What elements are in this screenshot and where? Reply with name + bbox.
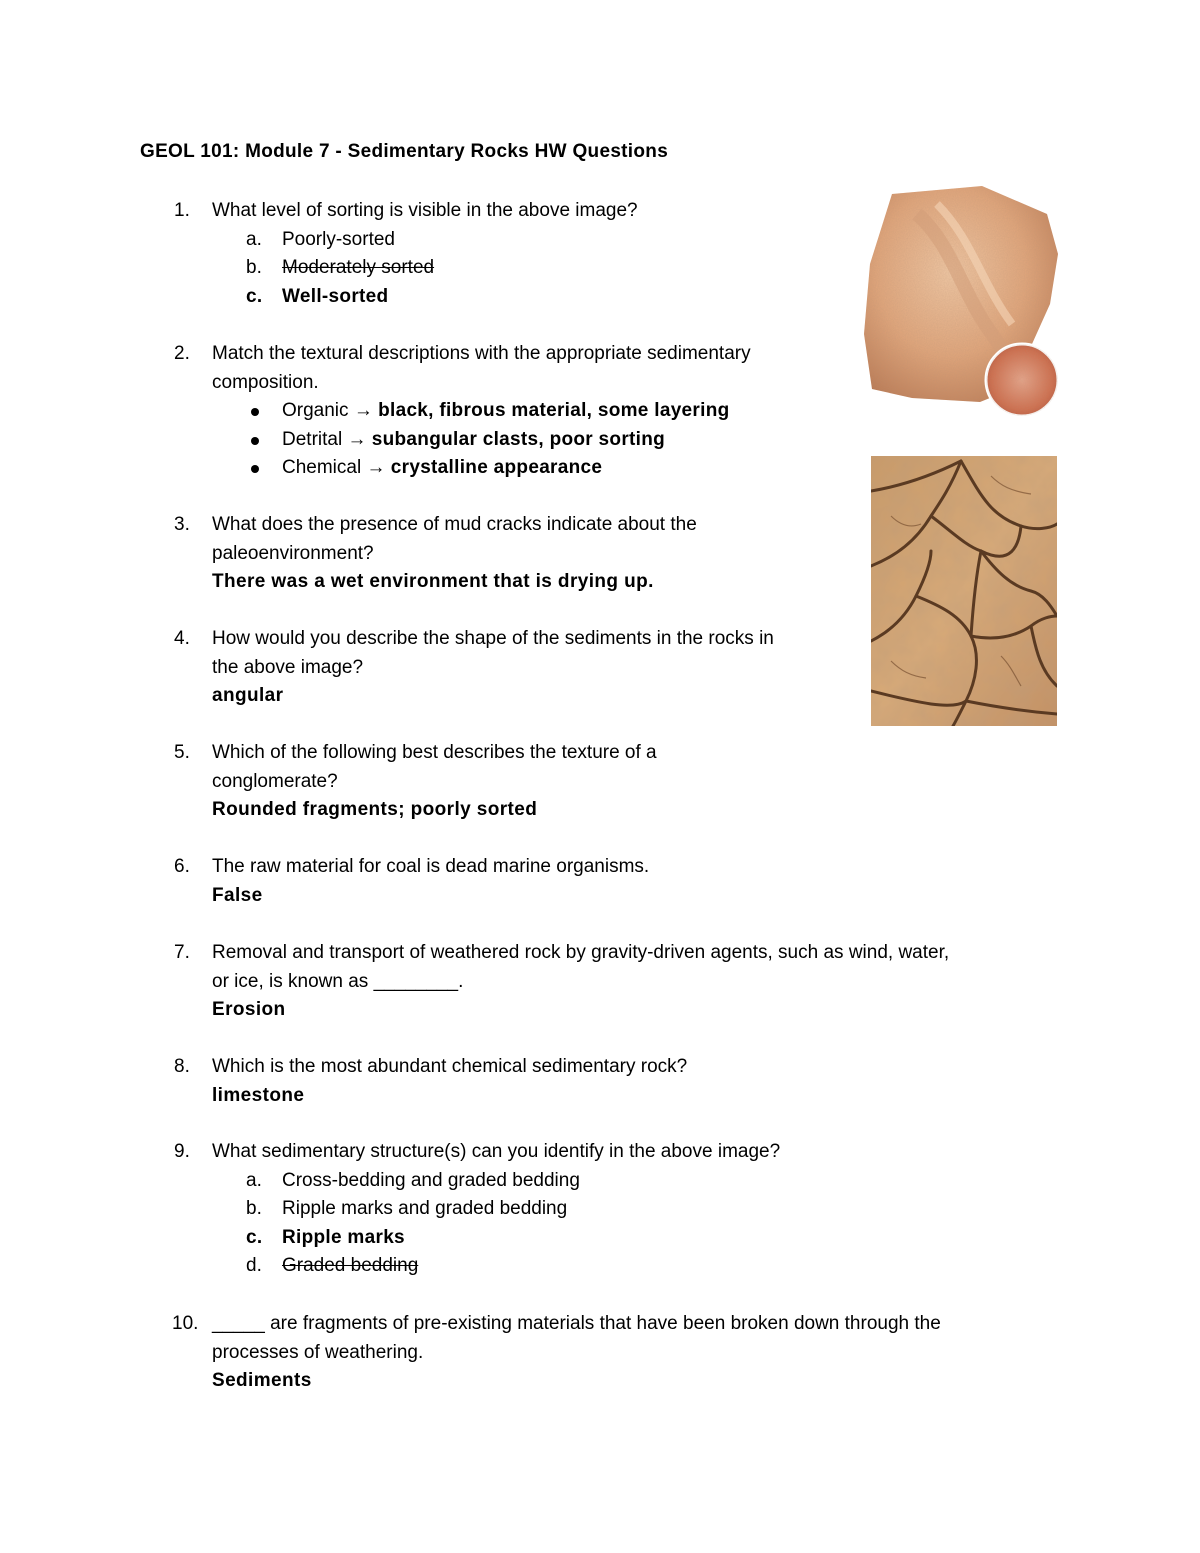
question-10: [174, 1310, 941, 1396]
question-text: _____ are fragments of pre-existing materials that have been broken down through the: [212, 1313, 941, 1334]
question-text: composition.: [212, 371, 319, 393]
answer-text: False: [212, 884, 263, 906]
question-6: [174, 853, 649, 910]
question-text: What level of sorting is visible in the above image?: [212, 200, 638, 221]
bullet-icon: [251, 465, 259, 473]
question-text: Match the textural descriptions with the appropriate sedimentary: [212, 343, 751, 364]
question-9: [174, 1138, 780, 1281]
question-text: the above image?: [212, 656, 364, 678]
answer-text: angular: [212, 685, 284, 707]
question-text: The raw material for coal is dead marine organisms.: [212, 856, 650, 877]
question-text: Which is the most abundant chemical sedimentary rock?: [212, 1056, 688, 1077]
question-number: 4.: [174, 628, 190, 649]
option-c: c. Ripple marks: [246, 1226, 405, 1248]
answer-text: Rounded fragments; poorly sorted: [212, 799, 538, 821]
question-text: processes of weathering.: [212, 1341, 424, 1363]
answer-text: limestone: [212, 1084, 305, 1106]
question-number: 2.: [174, 343, 190, 364]
answer-text: There was a wet environment that is drying up.: [212, 571, 654, 593]
question-number: 1.: [174, 200, 190, 221]
answer-text: Sediments: [212, 1370, 312, 1392]
question-number: 8.: [174, 1056, 190, 1077]
question-text: paleoenvironment?: [212, 542, 374, 564]
question-text: How would you describe the shape of the sediments in the rocks in: [212, 628, 774, 649]
answer-text: Erosion: [212, 999, 286, 1021]
question-8: [174, 1053, 687, 1110]
question-1: [174, 197, 638, 311]
question-3: [174, 511, 697, 597]
option-a: a. Poorly-sorted: [246, 228, 395, 250]
question-7: [174, 939, 949, 1025]
sandstone-rock-image: [862, 184, 1060, 416]
option-b: b. Moderately sorted: [246, 257, 435, 279]
question-text: or ice, is known as ________.: [212, 970, 464, 992]
bullet-icon: [251, 408, 259, 416]
match-item-organic: Organic → black, fibrous material, some layering: [246, 397, 751, 426]
question-text: Removal and transport of weathered rock by gravity-driven agents, such as wind, water,: [212, 942, 950, 963]
question-text: What sedimentary structure(s) can you identify in the above image?: [212, 1141, 781, 1162]
option-a: a. Cross-bedding and graded bedding: [246, 1169, 580, 1191]
option-b: b. Ripple marks and graded bedding: [246, 1198, 568, 1220]
match-item-detrital: Detrital → subangular clasts, poor sorting: [246, 426, 751, 455]
mud-cracks-image: [871, 456, 1057, 726]
document-title: GEOL 101: Module 7 - Sedimentary Rocks HW Questions: [140, 141, 669, 162]
question-number: 5.: [174, 742, 190, 763]
match-item-chemical: Chemical → crystalline appearance: [246, 454, 751, 483]
question-text: What does the presence of mud cracks indicate about the: [212, 514, 697, 535]
question-5: [174, 739, 657, 825]
question-number: 7.: [174, 942, 190, 963]
question-text: conglomerate?: [212, 770, 338, 792]
option-c: c. Well-sorted: [246, 285, 389, 307]
option-d: d. Graded bedding: [246, 1255, 419, 1277]
question-4: [174, 625, 774, 711]
bullet-icon: [251, 437, 259, 445]
question-text: Which of the following best describes the texture of a: [212, 742, 657, 763]
question-number: 3.: [174, 514, 190, 535]
question-number: 6.: [174, 856, 190, 877]
question-number: 9.: [174, 1141, 190, 1162]
question-2: [174, 340, 751, 483]
question-number: 10.: [172, 1313, 199, 1334]
